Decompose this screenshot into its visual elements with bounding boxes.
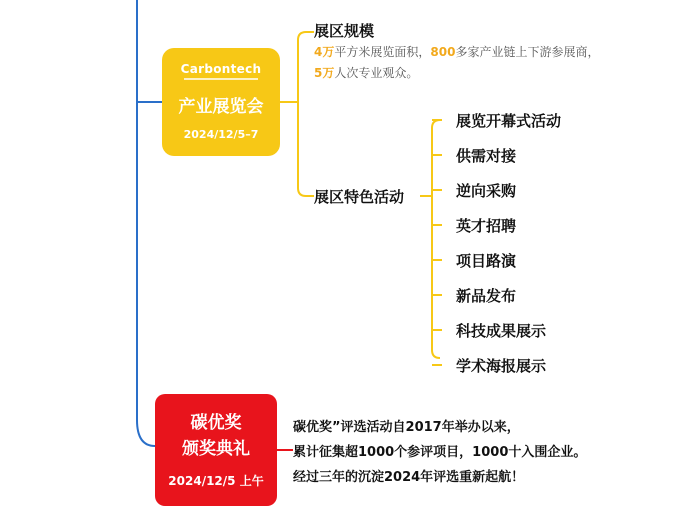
visitor-value: 5万: [314, 66, 335, 80]
activity-item: 科技成果展示: [456, 322, 547, 340]
award-title-line2: 颁奖典礼: [182, 439, 250, 459]
expo-node: [162, 48, 280, 156]
activity-item: 新品发布: [456, 287, 517, 305]
activity-item: 逆向采购: [456, 182, 517, 200]
expo-title: 产业展览会: [178, 97, 264, 117]
scale-branch-line: [298, 32, 314, 102]
award-node: [155, 394, 277, 506]
scale-label: 展区规模: [314, 22, 375, 40]
award-text-line3: 经过三年的沉淀2024年评选重新起航！: [293, 470, 525, 485]
activity-item: 项目路演: [456, 252, 517, 270]
activity-item: 展览开幕式活动: [456, 112, 562, 130]
scale-desc-line2: [314, 63, 418, 84]
award-date: 2024/12/5 上午: [168, 474, 264, 488]
exhibitor-value: 800: [430, 45, 456, 59]
carbontech-logo: Carbontech: [180, 62, 262, 76]
visitor-text: 人次专业观众。: [334, 66, 419, 80]
activity-item: 英才招聘: [456, 217, 517, 235]
exhibitor-text: 多家产业链上下游参展商，: [455, 45, 600, 59]
activity-branch-line: [298, 102, 314, 196]
activity-item: 供需对接: [456, 147, 517, 165]
trunk-line: [137, 0, 155, 446]
expo-date: 2024/12/5–7: [183, 128, 259, 141]
area-value: 4万: [314, 45, 335, 59]
award-text-line2: 累计征集超1000个参评项目，1000十入围企业。: [293, 445, 587, 460]
scale-desc-line1: [314, 42, 599, 63]
activities-label: 展区特色活动: [314, 188, 405, 206]
area-text: 平方米展览面积，: [334, 45, 431, 59]
award-title-line1: 碳优奖: [190, 413, 242, 433]
award-text-line1: 碳优奖”评选活动自2017年举办以来，: [293, 420, 520, 435]
logo-underline: [184, 78, 258, 80]
activity-item: 学术海报展示: [456, 357, 547, 375]
